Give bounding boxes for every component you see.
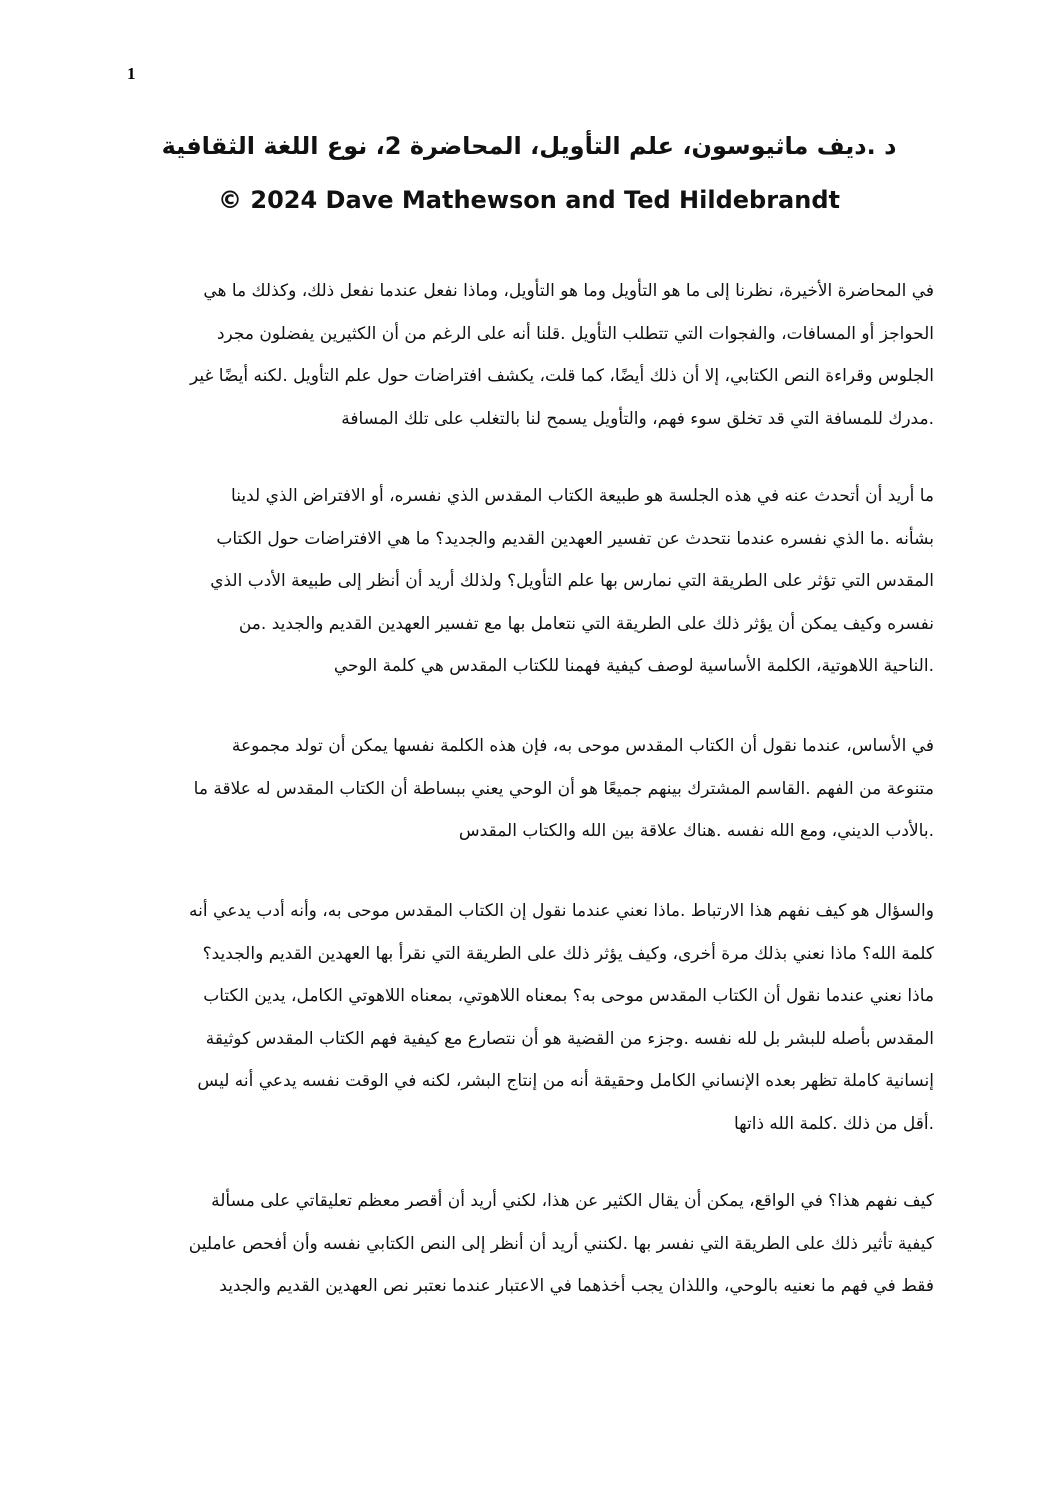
paragraph-line: كيف نفهم هذا؟ في الواقع، يمكن أن يقال الكثير عن هذا، لكني أريد أن أقصر معظم تعليقاتي على مسألة [211, 1191, 934, 1211]
paragraph-line: إنسانية كاملة تظهر بعده الإنساني الكامل وحقيقة أنه من إنتاج البشر، لكنه في الوقت نفسه يدعي أنه ليس [197, 1071, 934, 1091]
title-copyright: © 2024 Dave Mathewson and Ted Hildebrandt [218, 186, 840, 214]
paragraph-line: المقدس بأصله للبشر بل لله نفسه .وجزء من القضية هو أن نتصارع مع كيفية فهم الكتاب المقدس كوثيقة [205, 1028, 934, 1049]
paragraph-line: متنوعة من الفهم .القاسم المشترك بينهم جميعًا هو أن الوحي يعني ببساطة أن الكتاب المقدس له علاقة ما [193, 778, 934, 799]
paragraph-line: كيفية تأثير ذلك على الطريقة التي نفسر بها .لكنني أريد أن أنظر إلى النص الكتابي نفسه وأن أفحص عاملين [188, 1233, 934, 1254]
page-number: 1 [127, 64, 136, 83]
paragraph-line: بشأنه .ما الذي نفسره عندما نتحدث عن تفسير العهدين القديم والجديد؟ ما هي الافتراضات حول الكتاب [216, 528, 934, 549]
paragraph-line: والسؤال هو كيف نفهم هذا الارتباط .ماذا نعني عندما نقول إن الكتاب المقدس موحى به، وأنه أدب يدعي أنه [189, 901, 934, 921]
paragraph-line: الجلوس وقراءة النص الكتابي، إلا أن ذلك أيضًا، كما قلت، يكشف افتراضات حول علم التأويل .لكنه أيضًا غير [189, 366, 934, 386]
paragraph-line: ما أريد أن أتحدث عنه في هذه الجلسة هو طبيعة الكتاب المقدس الذي نفسره، أو الافتراض الذي لدينا [231, 486, 934, 506]
paragraph-line: .أقل من ذلك .كلمة الله ذاتها [733, 1113, 934, 1134]
paragraph-line: كلمة الله؟ ماذا نعني بذلك مرة أخرى، وكيف يؤثر ذلك على الطريقة التي نقرأ بها العهدين القديم والجديد؟ [202, 943, 934, 964]
paragraph-line: .الناحية اللاهوتية، الكلمة الأساسية لوصف كيفية فهمنا للكتاب المقدس هي كلمة الوحي [333, 656, 934, 676]
paragraph-line: .مدرك للمسافة التي قد تخلق سوء فهم، والتأويل يسمح لنا بالتغلب على تلك المسافة [341, 408, 934, 429]
paragraph-2 [124, 475, 934, 688]
paragraph-4 [124, 890, 934, 1145]
paragraph-line: .بالأدب الديني، ومع الله نفسه .هناك علاقة بين الله والكتاب المقدس [458, 821, 934, 841]
paragraph-line: في الأساس، عندما نقول أن الكتاب المقدس موحى به، فإن هذه الكلمة نفسها يمكن أن تولد مجموعة [231, 736, 934, 756]
paragraph-line: في المحاضرة الأخيرة، نظرنا إلى ما هو التأويل وما هو التأويل، وماذا نفعل عندما نفعل ذلك، وكذلك ما هي [203, 281, 934, 301]
paragraph-line: ماذا نعني عندما نقول أن الكتاب المقدس موحى به؟ بمعناه اللاهوتي، بمعناه اللاهوتي الكامل، يدين الكتاب [203, 986, 934, 1006]
paragraph-3 [124, 725, 934, 853]
paragraph-line: الحواجز أو المسافات، والفجوات التي تتطلب التأويل .قلنا أنه على الرغم من أن الكثيرين يفضلون مجرد [216, 323, 934, 344]
title-arabic: د .ديف ماثيوسون، علم التأويل، المحاضرة 2، نوع اللغة الثقافية [161, 132, 897, 160]
paragraph-5 [124, 1180, 934, 1308]
paragraph-line: المقدس التي تؤثر على الطريقة التي نمارس بها علم التأويل؟ ولذلك أريد أن أنظر إلى طبيعة الأدب الذي [210, 571, 934, 591]
paragraph-1 [124, 270, 934, 440]
document-title [120, 128, 938, 218]
paragraph-line: فقط في فهم ما نعنيه بالوحي، واللذان يجب أخذهما في الاعتبار عندما نعتبر نص العهدين القديم والجديد [219, 1276, 934, 1296]
paragraph-line: نفسره وكيف يمكن أن يؤثر ذلك على الطريقة التي نتعامل بها مع تفسير العهدين القديم والجديد .من [238, 613, 934, 634]
